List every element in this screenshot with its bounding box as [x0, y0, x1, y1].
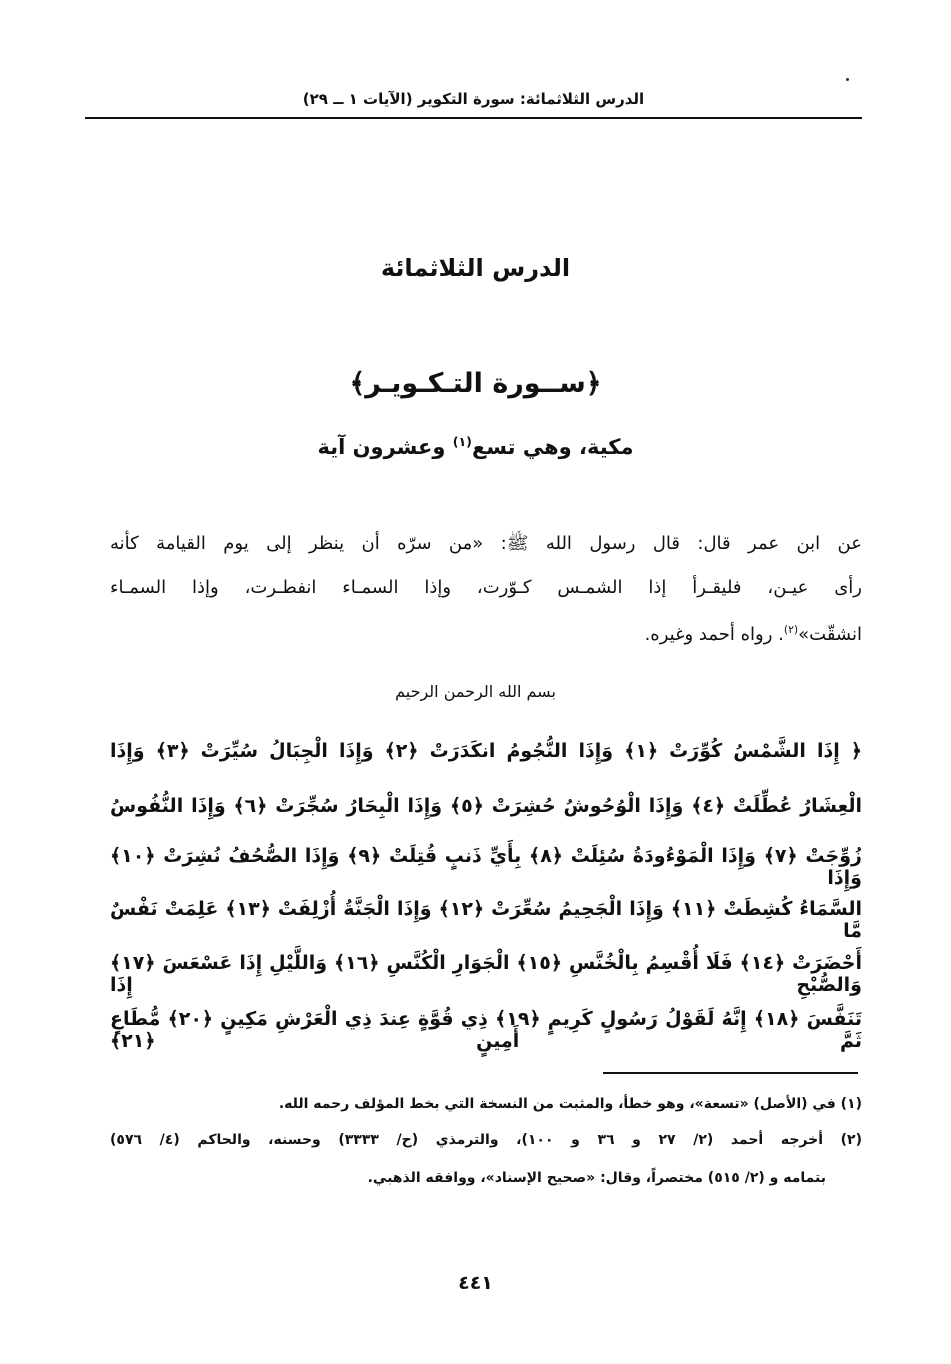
- surah-subtitle: [0, 434, 951, 459]
- footnote-1: (١) في (الأصل) «تسعة»، وهو خطأ، والمثبت من النسخة التي بخط المؤلف رحمه الله.: [278, 1096, 862, 1112]
- hadith-line-last: [110, 623, 862, 645]
- hadith-text: انشقّت»: [798, 624, 862, 645]
- subtitle-text: مكية، وهي تسع: [471, 435, 634, 459]
- quran-line: ﴿ إِذَا الشَّمْسُ كُوِّرَتْ ﴿١﴾ وَإِذَا النُّجُومُ انكَدَرَتْ ﴿٢﴾ وَإِذَا الْجِبَالُ سُيِّرَتْ ﴿٣﴾ وَإِذَا: [110, 740, 862, 762]
- hadith-source: . رواه أحمد وغيره.: [644, 624, 784, 645]
- subtitle-text-end: وعشرون آية: [317, 435, 453, 459]
- footnote-ref-2: (٢): [783, 623, 799, 636]
- footnote-ref-1: (١): [452, 434, 472, 449]
- footnote-2-cont: بتمامه و (٢/ ٥١٥) مختصراً، وقال: «صحيح الإسناد»، ووافقه الذهبي.: [367, 1170, 826, 1186]
- quran-line: أَحْضَرَتْ ﴿١٤﴾ فَلَا أُقْسِمُ بِالْخُنَّسِ ﴿١٥﴾ الْجَوَارِ الْكُنَّسِ ﴿١٦﴾ وَاللَّيْلِ إِذَا عَسْعَسَ ﴿١٧﴾ وَالصُّبْحِ إِذَا: [110, 952, 862, 996]
- lesson-title: الدرس الثلاثمائة: [380, 254, 571, 282]
- footnote-divider: [603, 1072, 858, 1074]
- quran-line: السَّمَاءُ كُشِطَتْ ﴿١١﴾ وَإِذَا الْجَحِيمُ سُعِّرَتْ ﴿١٢﴾ وَإِذَا الْجَنَّةُ أُزْلِفَتْ ﴿١٣﴾ عَلِمَتْ نَفْسٌ مَّا: [110, 898, 863, 942]
- quran-line: الْعِشَارُ عُطِّلَتْ ﴿٤﴾ وَإِذَا الْوُحُوشُ حُشِرَتْ ﴿٥﴾ وَإِذَا الْبِحَارُ سُجِّرَتْ ﴿٦﴾ وَإِذَا النُّفُوسُ: [110, 795, 862, 817]
- page-number: ٤٤١: [458, 1272, 493, 1294]
- surah-title: ﴿ســورة التـكـويـر﴾: [349, 368, 602, 399]
- running-header: الدرس الثلاثمائة: سورة التكوير (الآيات ١ ــ ٢٩): [302, 90, 645, 108]
- footnote-2: (٢) أخرجه أحمد (٢/ ٢٧ و ٣٦ و ١٠٠)، والترمذي (ح/ ٣٣٣٣) وحسنه، والحاكم (٤/ ٥٧٦): [110, 1132, 862, 1148]
- hadith-line: رأى عيـن، فليقـرأ إذا الشمـس كـوّرت، وإذا السمـاء انفطـرت، وإذا السمـاء: [110, 577, 862, 598]
- header-divider: [85, 117, 862, 119]
- quran-line: تَنَفَّسَ ﴿١٨﴾ إِنَّهُ لَقَوْلُ رَسُولٍ كَرِيمٍ ﴿١٩﴾ ذِي قُوَّةٍ عِندَ ذِي الْعَرْشِ مَكِينٍ ﴿٢٠﴾ مُّطَاعٍ ثَمَّ أَمِينٍ ﴿٢١﴾: [110, 1008, 862, 1052]
- hadith-line: عن ابن عمر قال: قال رسول الله ﷺ: «من سرّه أن ينظر إلى يوم القيامة كأنه: [110, 533, 862, 554]
- scan-speck: [846, 78, 849, 81]
- quran-line: زُوِّجَتْ ﴿٧﴾ وَإِذَا الْمَوْءُودَةُ سُئِلَتْ ﴿٨﴾ بِأَيِّ ذَنبٍ قُتِلَتْ ﴿٩﴾ وَإِذَا الصُّحُفُ نُشِرَتْ ﴿١٠﴾ وَإِذَا: [110, 845, 862, 889]
- basmala: بسم الله الرحمن الرحيم: [395, 682, 556, 701]
